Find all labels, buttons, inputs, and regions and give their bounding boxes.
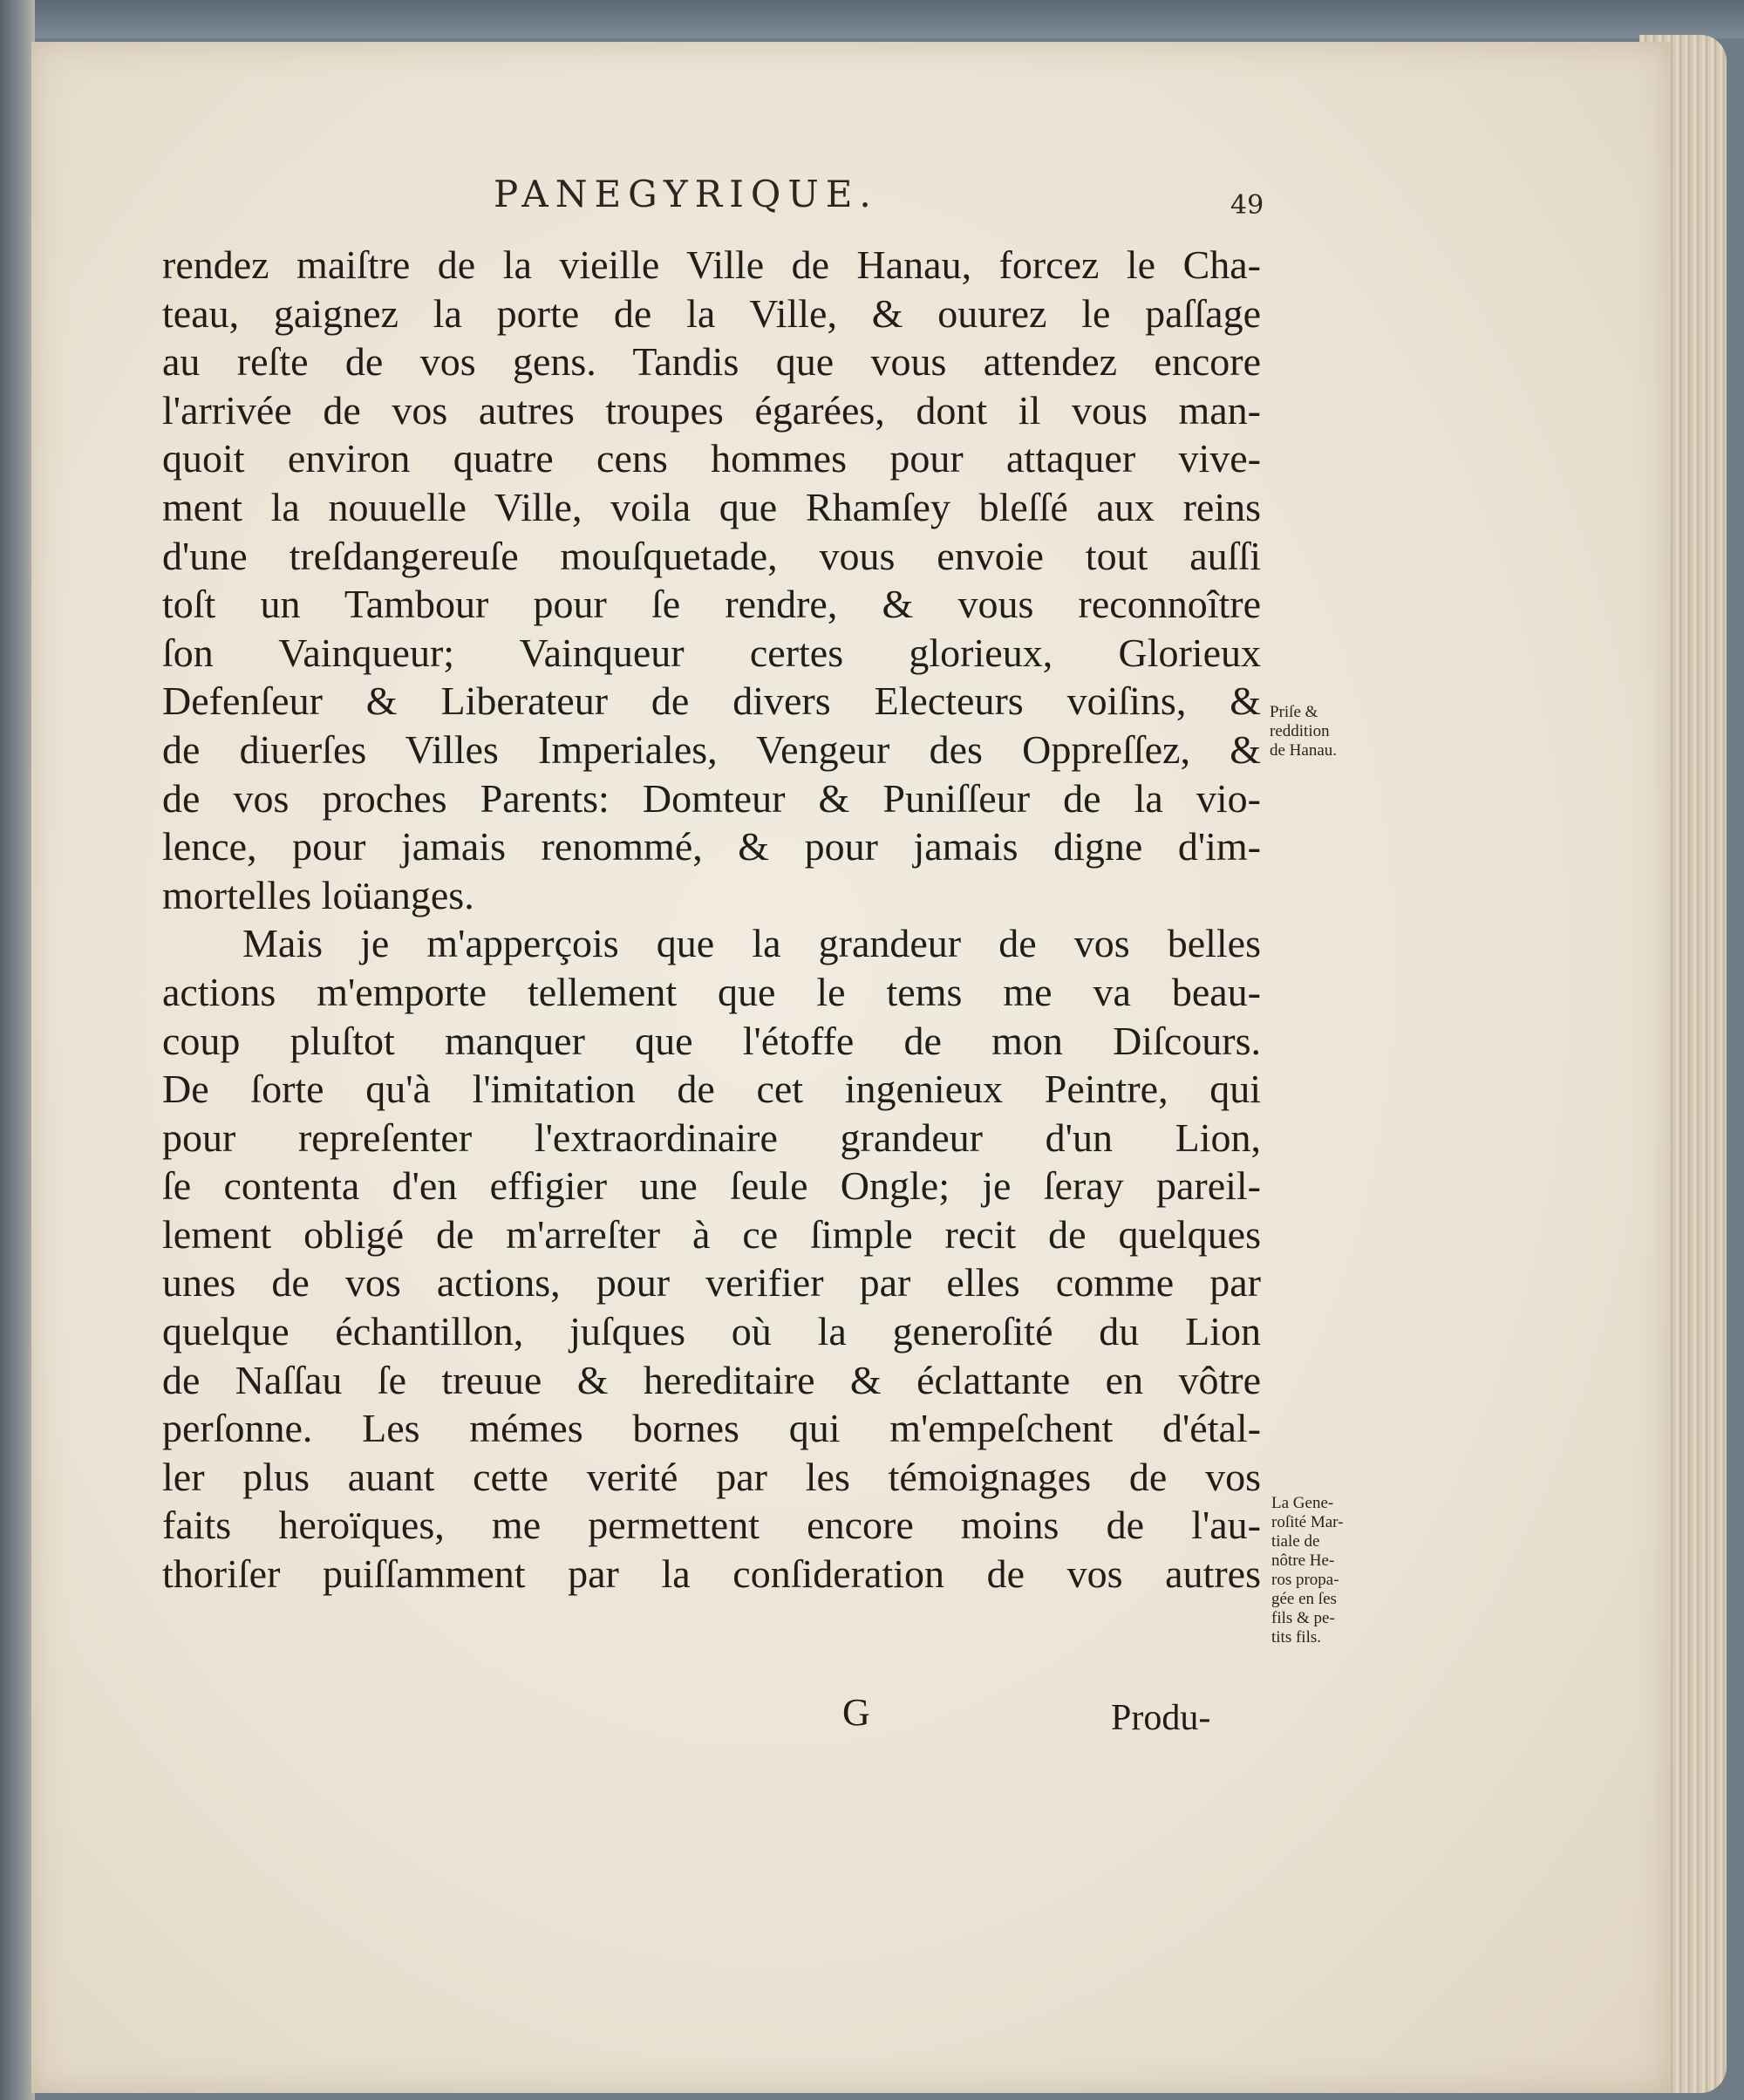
margin-note-line: reddition <box>1270 722 1330 740</box>
text-line: coup pluſtot manquer que l'étoffe de mon Diſcours. <box>162 1018 1261 1063</box>
catchword: Produ- <box>1111 1698 1211 1738</box>
text-line: l'arrivée de vos autres troupes égarées, dont il vous man- <box>162 387 1261 433</box>
text-line: thoriſer puiſſamment par la conſideration de vos autres <box>162 1551 1261 1597</box>
page-header <box>31 173 1671 225</box>
text-line: d'une treſdangereuſe mouſquetade, vous envoie tout auſſi <box>162 533 1261 578</box>
text-line: rendez maiſtre de la vieille Ville de Hanau, forcez le Cha- <box>162 242 1261 287</box>
margin-note-martial-generosity <box>1271 1494 1343 1647</box>
margin-note-line: La Gene- <box>1271 1494 1334 1512</box>
scan-backdrop-left <box>0 0 35 2100</box>
text-line: pour repreſenter l'extraordinaire grandeur d'un Lion, <box>162 1115 1261 1160</box>
text-line: ſon Vainqueur; Vainqueur certes glorieux, Glorieux <box>162 630 1261 675</box>
text-line: mortelles loüanges. <box>162 872 474 917</box>
text-line: de vos proches Parents: Domteur & Puniſſeur de la vio- <box>162 775 1261 821</box>
margin-note-line: ros propa- <box>1271 1571 1339 1589</box>
text-line: ſe contenta d'en effigier une ſeule Ongle; je ſeray pareil- <box>162 1163 1261 1209</box>
page-number: 49 <box>1230 190 1264 221</box>
text-line: quelque échantillon, juſques où la generoſité du Lion <box>162 1309 1261 1354</box>
text-line: de diuerſes Villes Imperiales, Vengeur des Oppreſſez, & <box>162 726 1261 772</box>
margin-note-line: nôtre He- <box>1271 1551 1335 1570</box>
paragraph-start-line: Mais je m'apperçois que la grandeur de vos belles <box>242 921 1261 966</box>
margin-note-capture-of-hanau <box>1270 703 1337 760</box>
margin-note-line: fils & pe- <box>1271 1609 1335 1627</box>
margin-note-line: de Hanau. <box>1270 741 1338 760</box>
main-text-block <box>162 241 1261 1599</box>
text-line: faits heroïques, me permettent encore moins de l'au- <box>162 1503 1261 1548</box>
text-line: actions m'emporte tellement que le tems me va beau- <box>162 969 1261 1014</box>
text-line: au reſte de vos gens. Tandis que vous attendez encore <box>162 339 1261 385</box>
margin-note-line: tiale de <box>1271 1532 1320 1551</box>
margin-note-line: roſité Mar- <box>1271 1513 1344 1531</box>
text-line: perſonne. Les mémes bornes qui m'empeſchent d'étal- <box>162 1406 1261 1451</box>
text-line: unes de vos actions, pour verifier par elles comme par <box>162 1260 1261 1306</box>
margin-note-line: tits fils. <box>1271 1628 1322 1647</box>
running-title: PANEGYRIQUE. <box>494 173 878 215</box>
text-line: ler plus auant cette verité par les témoignages de vos <box>162 1454 1261 1499</box>
text-line: Defenſeur & Liberateur de divers Electeurs voiſins, & <box>162 678 1261 724</box>
text-line: ment la nouuelle Ville, voila que Rhamſey bleſſé aux reins <box>162 484 1261 529</box>
margin-note-line: Priſe & <box>1270 703 1318 721</box>
signature-mark: G <box>842 1691 870 1734</box>
text-line: de Naſſau ſe treuue & hereditaire & éclattante en vôtre <box>162 1357 1261 1402</box>
text-line: De ſorte qu'à l'imitation de cet ingenieux Peintre, qui <box>162 1067 1261 1112</box>
margin-note-line: gée en ſes <box>1271 1590 1337 1608</box>
text-line: lence, pour jamais renommé, & pour jamais digne d'im- <box>162 824 1261 869</box>
scan-backdrop-top <box>0 0 1744 38</box>
text-line: toſt un Tambour pour ſe rendre, & vous reconnoître <box>162 582 1261 627</box>
text-line: lement obligé de m'arreſter à ce ſimple recit de quelques <box>162 1211 1261 1257</box>
book-page <box>31 42 1671 2093</box>
text-line: teau, gaignez la porte de la Ville, & ouurez le paſſage <box>162 290 1261 336</box>
text-line: quoit environ quatre cens hommes pour attaquer vive- <box>162 436 1261 481</box>
